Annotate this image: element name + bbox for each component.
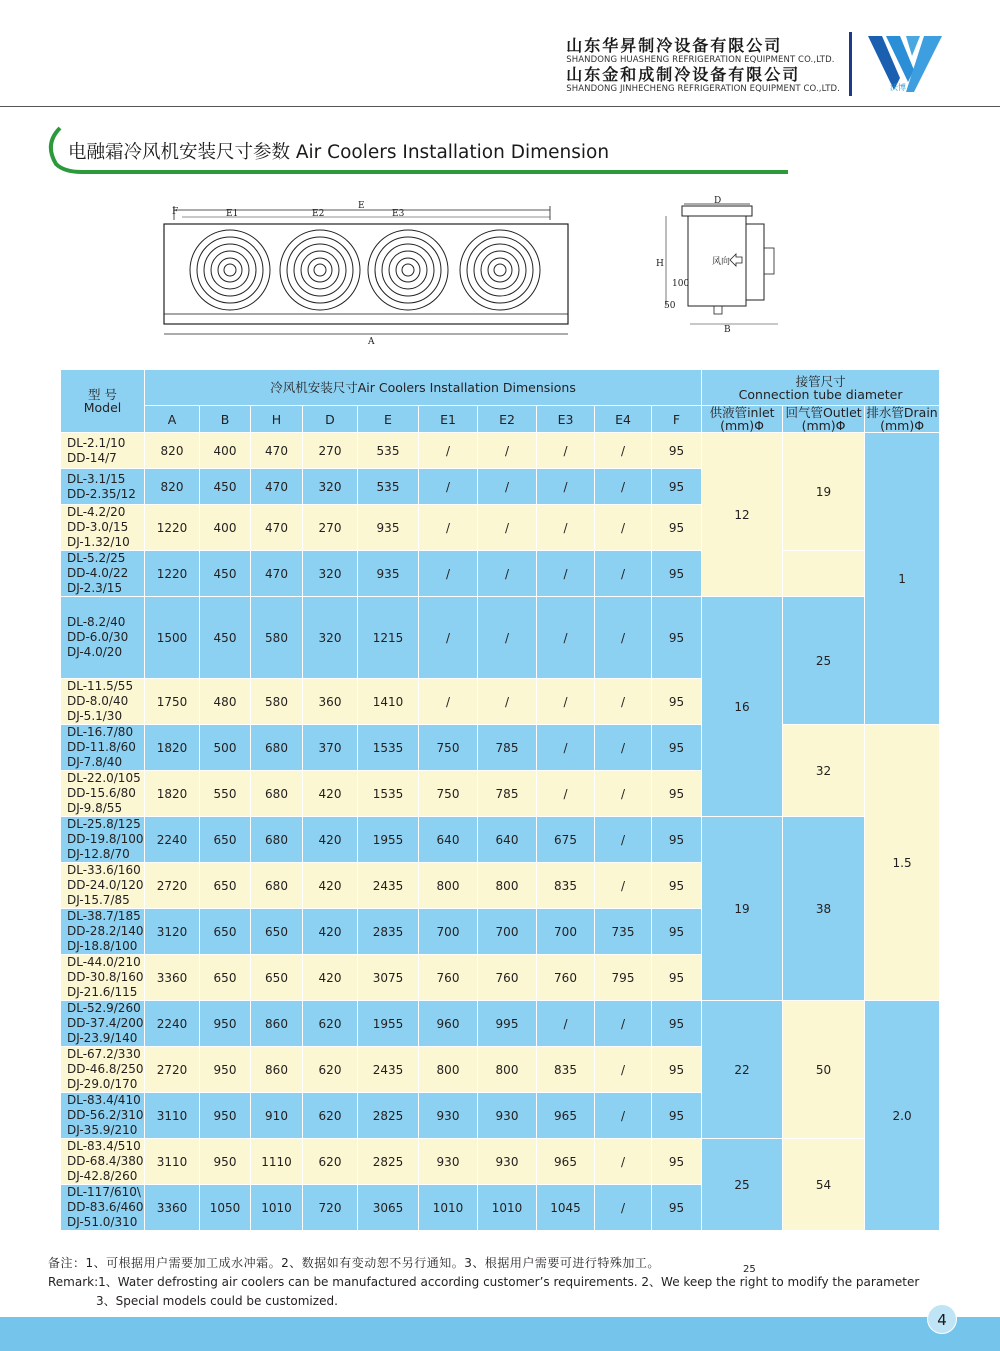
dim-cell-E4: / bbox=[595, 597, 652, 679]
label-E1: E1 bbox=[226, 209, 239, 219]
dim-cell-A: 3120 bbox=[145, 909, 200, 955]
dim-cell-B: 450 bbox=[200, 597, 251, 679]
remark-en-2: 3、Special models could be customized. bbox=[96, 1294, 338, 1308]
remark-en: Remark:1、Water defrosting air coolers can be manufactured according customer’s requirements. 2、We keep the right to modify the parameter bbox=[48, 1275, 920, 1289]
col-header-A: A bbox=[145, 406, 200, 433]
dim-cell-F: 95 bbox=[652, 597, 702, 679]
col-header-E2: E2 bbox=[478, 406, 537, 433]
model-cell: DL-44.0/210 DD-30.8/160 DJ-21.6/115 bbox=[61, 955, 145, 1001]
company-name-cn-2: 山东金和成制冷设备有限公司 bbox=[566, 65, 801, 84]
model-cell: DL-22.0/105 DD-15.6/80 DJ-9.8/55 bbox=[61, 771, 145, 817]
dim-cell-A: 3110 bbox=[145, 1139, 200, 1185]
dim-cell-E4: / bbox=[595, 771, 652, 817]
dim-cell-H: 580 bbox=[251, 597, 303, 679]
dim-cell-F: 95 bbox=[652, 725, 702, 771]
front-view-drawing bbox=[160, 196, 580, 346]
model-cell: DL-83.4/510 DD-68.4/380 DJ-42.8/260 bbox=[61, 1139, 145, 1185]
dim-cell-E: 935 bbox=[358, 551, 419, 597]
inlet-diameter-cell: 25 bbox=[702, 1139, 783, 1231]
dim-cell-H: 910 bbox=[251, 1093, 303, 1139]
dim-cell-A: 1750 bbox=[145, 679, 200, 725]
fan-2-icon bbox=[280, 230, 360, 310]
dim-cell-B: 950 bbox=[200, 1139, 251, 1185]
dim-cell-D: 270 bbox=[303, 433, 358, 469]
dim-cell-D: 420 bbox=[303, 955, 358, 1001]
company-name-en-2: SHANDONG JINHECHENG REFRIGERATION EQUIPMENT CO.,LTD. bbox=[566, 84, 840, 94]
col-header-E1: E1 bbox=[419, 406, 478, 433]
inlet-diameter-cell: 12 bbox=[702, 433, 783, 597]
dim-cell-E3: / bbox=[537, 771, 595, 817]
dim-cell-E2: 700 bbox=[478, 909, 537, 955]
dim-cell-H: 1110 bbox=[251, 1139, 303, 1185]
dim-cell-H: 680 bbox=[251, 863, 303, 909]
dim-cell-A: 1820 bbox=[145, 725, 200, 771]
model-cell: DL-2.1/10 DD-14/7 bbox=[61, 433, 145, 469]
dim-cell-E4: / bbox=[595, 1093, 652, 1139]
model-cell: DL-117/610\ DD-83.6/460 DJ-51.0/310 bbox=[61, 1185, 145, 1231]
dim-cell-B: 500 bbox=[200, 725, 251, 771]
dim-cell-E1: 1010 bbox=[419, 1185, 478, 1231]
dim-cell-E: 1535 bbox=[358, 771, 419, 817]
dim-cell-F: 95 bbox=[652, 433, 702, 469]
label-E3: E3 bbox=[392, 209, 405, 219]
dim-cell-E: 535 bbox=[358, 433, 419, 469]
company-name-en-1: SHANDONG HUASHENG REFRIGERATION EQUIPMENT CO.,LTD. bbox=[566, 55, 835, 65]
dim-cell-B: 950 bbox=[200, 1001, 251, 1047]
dim-cell-E1: / bbox=[419, 505, 478, 551]
col-header-E: E bbox=[358, 406, 419, 433]
dim-cell-A: 1220 bbox=[145, 551, 200, 597]
label-H: H bbox=[656, 259, 664, 269]
dim-cell-F: 95 bbox=[652, 551, 702, 597]
col-header-H: H bbox=[251, 406, 303, 433]
dim-cell-E1: 750 bbox=[419, 725, 478, 771]
remark-cn: 备注：1、可根据用户需要加工成水冲霜。2、数据如有变动恕不另行通知。3、根据用户需要可进行特殊加工。 bbox=[48, 1256, 660, 1270]
dim-cell-E2: / bbox=[478, 551, 537, 597]
dim-cell-F: 95 bbox=[652, 771, 702, 817]
dim-cell-F: 95 bbox=[652, 817, 702, 863]
dim-cell-E3: / bbox=[537, 469, 595, 505]
outlet-diameter-cell bbox=[783, 551, 865, 597]
dim-cell-D: 620 bbox=[303, 1001, 358, 1047]
dim-cell-H: 680 bbox=[251, 771, 303, 817]
dim-cell-E4: / bbox=[595, 551, 652, 597]
outlet-diameter-cell: 50 bbox=[783, 1001, 865, 1139]
dim-cell-H: 650 bbox=[251, 909, 303, 955]
page-number: 4 bbox=[927, 1304, 957, 1334]
dim-cell-E1: 800 bbox=[419, 863, 478, 909]
dim-cell-E3: 700 bbox=[537, 909, 595, 955]
dim-cell-E: 2435 bbox=[358, 863, 419, 909]
col-header-E4: E4 bbox=[595, 406, 652, 433]
dim-cell-A: 2720 bbox=[145, 1047, 200, 1093]
dim-cell-D: 420 bbox=[303, 863, 358, 909]
drain-diameter-cell: 1 bbox=[865, 433, 940, 725]
dim-cell-E1: 960 bbox=[419, 1001, 478, 1047]
drain-diameter-cell: 1.5 bbox=[865, 725, 940, 1001]
dim-cell-B: 650 bbox=[200, 955, 251, 1001]
inlet-diameter-cell: 22 bbox=[702, 1001, 783, 1139]
outlet-diameter-cell: 25 bbox=[783, 597, 865, 725]
dim-cell-D: 720 bbox=[303, 1185, 358, 1231]
dim-cell-B: 400 bbox=[200, 505, 251, 551]
dim-cell-F: 95 bbox=[652, 1093, 702, 1139]
stray-number: 25 bbox=[743, 1264, 756, 1275]
dim-cell-H: 650 bbox=[251, 955, 303, 1001]
model-cell: DL-25.8/125 DD-19.8/100 DJ-12.8/70 bbox=[61, 817, 145, 863]
dim-cell-H: 470 bbox=[251, 469, 303, 505]
outlet-diameter-cell: 19 bbox=[783, 433, 865, 551]
dim-cell-D: 620 bbox=[303, 1047, 358, 1093]
dim-cell-F: 95 bbox=[652, 505, 702, 551]
dim-cell-A: 1500 bbox=[145, 597, 200, 679]
dim-cell-E3: / bbox=[537, 679, 595, 725]
dim-cell-E1: 800 bbox=[419, 1047, 478, 1093]
dim-cell-D: 320 bbox=[303, 469, 358, 505]
dim-cell-F: 95 bbox=[652, 909, 702, 955]
inlet-header: 供液管inlet (mm)Φ bbox=[702, 406, 783, 433]
model-cell: DL-83.4/410 DD-56.2/310 DJ-35.9/210 bbox=[61, 1093, 145, 1139]
dim-cell-B: 650 bbox=[200, 863, 251, 909]
dim-cell-D: 320 bbox=[303, 551, 358, 597]
dim-cell-H: 860 bbox=[251, 1001, 303, 1047]
table-row bbox=[61, 817, 940, 863]
dim-cell-B: 950 bbox=[200, 1093, 251, 1139]
dim-cell-E3: 965 bbox=[537, 1139, 595, 1185]
dim-cell-E4: / bbox=[595, 679, 652, 725]
dim-cell-D: 320 bbox=[303, 597, 358, 679]
logo-text: 沃博 bbox=[890, 83, 906, 92]
dim-cell-E: 2435 bbox=[358, 1047, 419, 1093]
dim-cell-E1: 930 bbox=[419, 1139, 478, 1185]
dim-cell-E2: 800 bbox=[478, 863, 537, 909]
dim-cell-E: 2825 bbox=[358, 1093, 419, 1139]
dim-cell-E2: / bbox=[478, 597, 537, 679]
dim-cell-E2: 760 bbox=[478, 955, 537, 1001]
dim-cell-A: 1220 bbox=[145, 505, 200, 551]
dim-cell-E: 1410 bbox=[358, 679, 419, 725]
dim-cell-E4: 735 bbox=[595, 909, 652, 955]
page-title: 电融霜冷风机安装尺寸参数 Air Coolers Installation Dimension bbox=[68, 142, 610, 163]
footer-bar bbox=[0, 1317, 1000, 1351]
outlet-header: 回气管Outlet (mm)Φ bbox=[783, 406, 865, 433]
dim-cell-E1: / bbox=[419, 433, 478, 469]
outlet-diameter-cell: 54 bbox=[783, 1139, 865, 1231]
dim-cell-E2: / bbox=[478, 433, 537, 469]
dim-cell-D: 620 bbox=[303, 1139, 358, 1185]
dim-cell-E2: / bbox=[478, 505, 537, 551]
dim-cell-E3: / bbox=[537, 505, 595, 551]
dim-cell-E: 1955 bbox=[358, 1001, 419, 1047]
dim-cell-E2: 640 bbox=[478, 817, 537, 863]
col-header-B: B bbox=[200, 406, 251, 433]
dim-cell-E2: 1010 bbox=[478, 1185, 537, 1231]
dim-cell-E3: / bbox=[537, 597, 595, 679]
table-row bbox=[61, 1139, 940, 1185]
dim-cell-E3: / bbox=[537, 433, 595, 469]
dim-cell-E4: / bbox=[595, 469, 652, 505]
dim-cell-E3: 835 bbox=[537, 863, 595, 909]
dim-cell-E2: 785 bbox=[478, 771, 537, 817]
table-row bbox=[61, 1001, 940, 1047]
label-F: F bbox=[172, 207, 179, 217]
table-row bbox=[61, 433, 940, 469]
dim-cell-A: 1820 bbox=[145, 771, 200, 817]
dim-cell-D: 360 bbox=[303, 679, 358, 725]
dim-cell-H: 470 bbox=[251, 505, 303, 551]
dim-cell-F: 95 bbox=[652, 1047, 702, 1093]
dim-cell-H: 470 bbox=[251, 433, 303, 469]
dim-cell-E2: 995 bbox=[478, 1001, 537, 1047]
dim-cell-E4: / bbox=[595, 1185, 652, 1231]
label-E: E bbox=[358, 201, 365, 211]
dim-cell-E3: 675 bbox=[537, 817, 595, 863]
dim-cell-E: 3075 bbox=[358, 955, 419, 1001]
dim-cell-H: 1010 bbox=[251, 1185, 303, 1231]
dim-cell-E4: / bbox=[595, 1001, 652, 1047]
dim-cell-E4: 795 bbox=[595, 955, 652, 1001]
dim-cell-E4: / bbox=[595, 817, 652, 863]
dim-cell-A: 820 bbox=[145, 433, 200, 469]
dim-cell-E2: 930 bbox=[478, 1093, 537, 1139]
dim-cell-E: 1955 bbox=[358, 817, 419, 863]
dim-cell-E: 2825 bbox=[358, 1139, 419, 1185]
dim-cell-B: 400 bbox=[200, 433, 251, 469]
dim-cell-E: 2835 bbox=[358, 909, 419, 955]
dim-cell-B: 550 bbox=[200, 771, 251, 817]
outlet-diameter-cell: 32 bbox=[783, 725, 865, 817]
model-cell: DL-33.6/160 DD-24.0/120 DJ-15.7/85 bbox=[61, 863, 145, 909]
dim-cell-F: 95 bbox=[652, 1185, 702, 1231]
dim-cell-F: 95 bbox=[652, 863, 702, 909]
col-header-F: F bbox=[652, 406, 702, 433]
model-header: 型 号 Model bbox=[61, 370, 145, 433]
dim-cell-E3: / bbox=[537, 1001, 595, 1047]
label-100: 100 bbox=[672, 279, 690, 289]
dim-cell-E2: 930 bbox=[478, 1139, 537, 1185]
dim-cell-B: 450 bbox=[200, 551, 251, 597]
dim-cell-H: 470 bbox=[251, 551, 303, 597]
dim-cell-E4: / bbox=[595, 433, 652, 469]
dim-cell-A: 2240 bbox=[145, 1001, 200, 1047]
col-header-E3: E3 bbox=[537, 406, 595, 433]
dim-cell-E2: / bbox=[478, 469, 537, 505]
dim-cell-F: 95 bbox=[652, 1001, 702, 1047]
dim-cell-E2: / bbox=[478, 679, 537, 725]
dim-cell-D: 270 bbox=[303, 505, 358, 551]
label-E2: E2 bbox=[312, 209, 325, 219]
dim-cell-F: 95 bbox=[652, 1139, 702, 1185]
dim-cell-A: 3360 bbox=[145, 955, 200, 1001]
dim-cell-E: 935 bbox=[358, 505, 419, 551]
dim-cell-D: 620 bbox=[303, 1093, 358, 1139]
dim-cell-E1: 760 bbox=[419, 955, 478, 1001]
dim-cell-A: 3110 bbox=[145, 1093, 200, 1139]
label-A: A bbox=[368, 337, 375, 346]
connection-header: 接管尺寸 Connection tube diameter bbox=[702, 370, 940, 406]
dim-cell-E1: 700 bbox=[419, 909, 478, 955]
dim-cell-F: 95 bbox=[652, 679, 702, 725]
dim-cell-F: 95 bbox=[652, 955, 702, 1001]
company-name-cn-1: 山东华昇制冷设备有限公司 bbox=[566, 36, 783, 55]
dim-cell-E3: 835 bbox=[537, 1047, 595, 1093]
dim-cell-B: 450 bbox=[200, 469, 251, 505]
dim-cell-E3: 760 bbox=[537, 955, 595, 1001]
dim-cell-E3: / bbox=[537, 551, 595, 597]
dim-cell-E1: 750 bbox=[419, 771, 478, 817]
dim-cell-E4: / bbox=[595, 725, 652, 771]
model-cell: DL-5.2/25 DD-4.0/22 DJ-2.3/15 bbox=[61, 551, 145, 597]
inlet-diameter-cell: 16 bbox=[702, 597, 783, 817]
dimension-table bbox=[61, 370, 940, 1231]
model-cell: DL-4.2/20 DD-3.0/15 DJ-1.32/10 bbox=[61, 505, 145, 551]
model-cell: DL-52.9/260 DD-37.4/200 DJ-23.9/140 bbox=[61, 1001, 145, 1047]
dim-cell-E1: / bbox=[419, 597, 478, 679]
dim-cell-B: 950 bbox=[200, 1047, 251, 1093]
dim-cell-H: 680 bbox=[251, 725, 303, 771]
model-cell: DL-3.1/15 DD-2.35/12 bbox=[61, 469, 145, 505]
dim-cell-E1: 640 bbox=[419, 817, 478, 863]
model-cell: DL-11.5/55 DD-8.0/40 DJ-5.1/30 bbox=[61, 679, 145, 725]
table-row bbox=[61, 725, 940, 771]
fan-4-icon bbox=[460, 230, 540, 310]
dim-cell-H: 680 bbox=[251, 817, 303, 863]
dim-cell-D: 420 bbox=[303, 909, 358, 955]
dim-cell-H: 860 bbox=[251, 1047, 303, 1093]
dim-cell-B: 650 bbox=[200, 909, 251, 955]
outlet-diameter-cell: 38 bbox=[783, 817, 865, 1001]
dim-cell-A: 2720 bbox=[145, 863, 200, 909]
side-view-drawing bbox=[650, 194, 790, 334]
col-header-D: D bbox=[303, 406, 358, 433]
dim-cell-B: 650 bbox=[200, 817, 251, 863]
dim-cell-E: 3065 bbox=[358, 1185, 419, 1231]
dim-cell-D: 420 bbox=[303, 817, 358, 863]
dim-cell-H: 580 bbox=[251, 679, 303, 725]
label-50: 50 bbox=[664, 301, 676, 311]
dim-cell-E4: / bbox=[595, 1139, 652, 1185]
dim-cell-B: 480 bbox=[200, 679, 251, 725]
header-rule bbox=[0, 106, 1000, 107]
dim-cell-E: 535 bbox=[358, 469, 419, 505]
dim-cell-E1: / bbox=[419, 469, 478, 505]
drain-header: 排水管Drain (mm)Φ bbox=[865, 406, 940, 433]
label-D: D bbox=[714, 196, 722, 206]
drain-diameter-cell: 2.0 bbox=[865, 1001, 940, 1231]
dim-cell-F: 95 bbox=[652, 469, 702, 505]
model-cell: DL-38.7/185 DD-28.2/140 DJ-18.8/100 bbox=[61, 909, 145, 955]
model-cell: DL-16.7/80 DD-11.8/60 DJ-7.8/40 bbox=[61, 725, 145, 771]
dim-cell-E4: / bbox=[595, 863, 652, 909]
dim-cell-E2: 800 bbox=[478, 1047, 537, 1093]
dim-cell-E1: / bbox=[419, 551, 478, 597]
dim-cell-E1: / bbox=[419, 679, 478, 725]
model-cell: DL-67.2/330 DD-46.8/250 DJ-29.0/170 bbox=[61, 1047, 145, 1093]
dim-cell-E4: / bbox=[595, 505, 652, 551]
dim-cell-A: 2240 bbox=[145, 817, 200, 863]
dim-cell-E3: 1045 bbox=[537, 1185, 595, 1231]
dim-cell-A: 820 bbox=[145, 469, 200, 505]
dim-cell-E3: 965 bbox=[537, 1093, 595, 1139]
dim-cell-B: 1050 bbox=[200, 1185, 251, 1231]
dim-cell-A: 3360 bbox=[145, 1185, 200, 1231]
dims-header: 冷风机安装尺寸Air Coolers Installation Dimensions bbox=[145, 370, 702, 406]
fan-3-icon bbox=[368, 230, 448, 310]
table-row bbox=[61, 597, 940, 679]
model-cell: DL-8.2/40 DD-6.0/30 DJ-4.0/20 bbox=[61, 597, 145, 679]
dim-cell-E2: 785 bbox=[478, 725, 537, 771]
label-B: B bbox=[724, 325, 731, 334]
header-separator bbox=[849, 32, 852, 96]
dim-cell-D: 420 bbox=[303, 771, 358, 817]
label-airflow: 风向 bbox=[712, 257, 731, 267]
dim-cell-E1: 930 bbox=[419, 1093, 478, 1139]
company-names bbox=[566, 36, 840, 94]
dim-cell-E3: / bbox=[537, 725, 595, 771]
fan-1-icon bbox=[190, 230, 270, 310]
dim-cell-E4: / bbox=[595, 1047, 652, 1093]
dim-cell-E: 1215 bbox=[358, 597, 419, 679]
inlet-diameter-cell: 19 bbox=[702, 817, 783, 1001]
table-row bbox=[61, 551, 940, 597]
dim-cell-E: 1535 bbox=[358, 725, 419, 771]
dim-cell-D: 370 bbox=[303, 725, 358, 771]
